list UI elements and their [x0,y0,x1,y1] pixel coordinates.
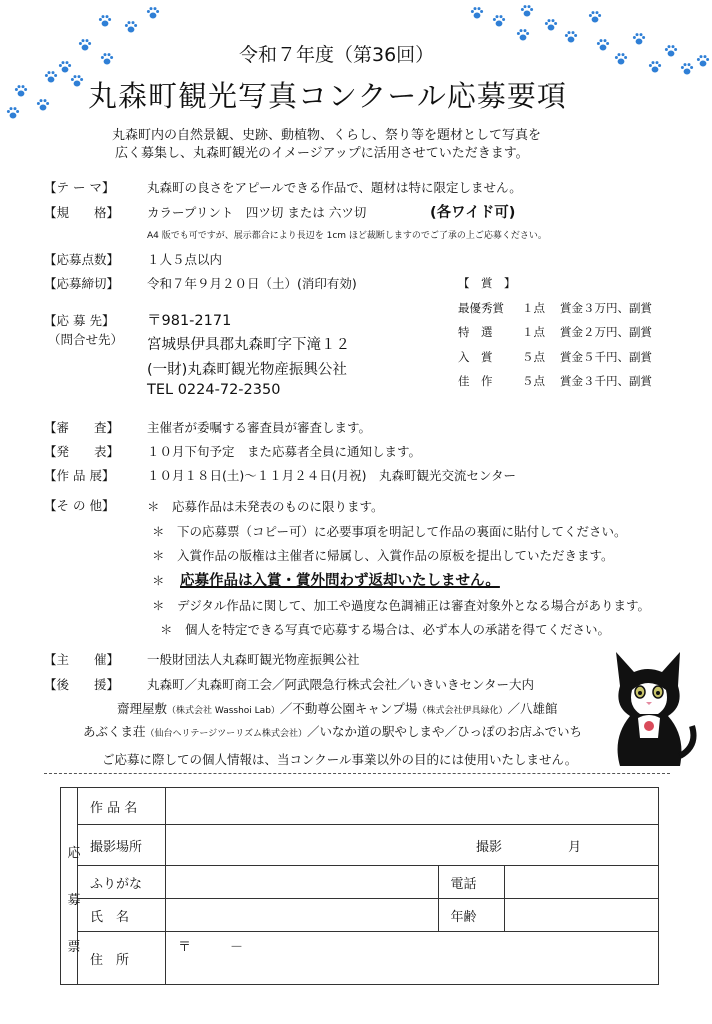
announce-label: 【発 表】 [44,444,120,459]
paw-print-icon [680,62,694,76]
prize-reward: 賞金３万円、副賞 [560,301,652,315]
form-address-field[interactable] [166,932,659,985]
form-phone-field[interactable] [504,866,658,899]
paw-print-icon [6,106,20,120]
paw-print-icon [78,38,92,52]
host-label: 【主 催】 [44,652,120,667]
exhibit-label: 【作 品 展】 [44,468,115,483]
privacy-note: ご応募に際しての個人情報は、当コンクール事業以外の目的には使用いたしません。 [102,752,578,767]
address-zip: 〒981-2171 [147,313,232,329]
paw-print-icon [520,4,534,18]
prize-count: １点 [522,325,545,339]
deadline-value: 令和７年９月２０日（土）(消印有効) [147,276,357,291]
prize-count: ５点 [522,350,545,364]
review-label: 【審 査】 [44,420,120,435]
paw-print-icon [544,18,558,32]
form-name-field[interactable] [166,899,439,932]
other-label: 【そ の 他】 [44,498,115,513]
address-tel: TEL 0224-72-2350 [147,382,281,398]
other-item-6: ＊ 個人を特定できる写真で応募する場合は、必ず本人の承諾を得てください。 [160,622,611,637]
prize-reward: 賞金２万円、副賞 [560,325,652,339]
exhibit-value: １０月１８日(土)～１１月２４日(月祝) 丸森町観光交流センター [147,468,517,483]
review-value: 主催者が委嘱する審査員が審査します。 [147,420,372,435]
form-date-label: 撮影 [476,839,503,855]
prize-reward: 賞金５千円、副賞 [560,350,652,364]
paw-print-icon [648,60,662,74]
count-label: 【応募点数】 [44,252,120,267]
prize-name: 特 選 [458,325,493,339]
paw-print-icon [516,28,530,42]
paw-print-icon [564,30,578,44]
prize-name: 佳 作 [458,374,493,388]
support-line-2: 齋理屋敷（株式会社 Wasshoi Lab）／不動尊公園キャンプ場（株式会社伊具緑化）／八雄館 [117,701,558,716]
form-age-field[interactable] [504,899,658,932]
other-item-3: ＊ 入賞作品の版権は主催者に帰属し、入賞作品の原板を提出していただきます。 [152,548,614,563]
other-item-2: ＊ 下の応募票（コピー可）に必要事項を明記して作品の裏面に貼付してください。 [152,524,627,539]
page-title: 丸森町観光写真コンクール応募要項 [88,79,567,113]
paw-print-icon [632,32,646,46]
form-phone-label: 電話 [438,866,504,899]
paw-print-icon [470,6,484,20]
paw-print-icon [36,98,50,112]
prize-title: 【 賞 】 [458,276,516,290]
address-street: 宮城県伊具郡丸森町字下滝１２ [147,337,350,353]
support-label: 【後 援】 [44,677,120,692]
address-label: 【応 募 先】 [44,313,115,328]
paw-print-icon [146,6,160,20]
form-month-label: 月 [568,839,582,855]
form-furigana-field[interactable] [166,866,439,899]
form-zip-mark: 〒 － [178,940,244,955]
paw-print-icon [100,52,114,66]
paw-print-icon [70,74,84,88]
other-star: ＊ [152,573,165,588]
host-value: 一般財団法人丸森町観光物産振興公社 [147,652,360,667]
paw-print-icon [492,14,506,28]
paw-print-icon [124,20,138,34]
form-address-label: 住 所 [78,932,166,985]
prize-name: 最優秀賞 [458,301,504,315]
form-title-field[interactable] [166,788,659,825]
prize-count: ５点 [522,374,545,388]
form-name-label: 氏 名 [78,899,166,932]
paw-print-icon [14,84,28,98]
paw-print-icon [664,44,678,58]
count-value: １人５点以内 [147,252,223,267]
entry-form [60,787,659,985]
theme-label: 【テ ー マ】 [44,180,115,195]
form-title-label: 作 品 名 [78,788,166,825]
intro-line-2: 広く募集し、丸森町観光のイメージアップに活用させていただきます。 [115,146,529,161]
form-furigana-label: ふりがな [78,866,166,899]
prize-name: 入 賞 [458,350,493,364]
form-side-label: 応 募 票 [67,846,81,955]
theme-value: 丸森町の良さをアピールできる作品で、題材は特に限定しません。 [147,180,522,195]
form-place-field[interactable] [166,825,659,866]
paw-print-icon [44,70,58,84]
paw-print-icon [614,52,628,66]
inquiry-label: （問合せ先） [48,332,124,347]
paw-print-icon [696,54,710,68]
form-age-label: 年齢 [438,899,504,932]
spec-a4-note: A4 版でも可ですが、展示都合により長辺を 1cm ほど裁断しますのでご了承の上ご応募ください。 [147,231,547,241]
announce-value: １０月下旬予定 また応募者全員に通知します。 [147,444,422,459]
paw-print-icon [98,14,112,28]
address-org: (一財)丸森町観光物産振興公社 [147,362,347,378]
intro-line-1: 丸森町内の自然景観、史跡、動植物、くらし、祭り等を題材として写真を [112,128,542,143]
other-item-5: ＊ デジタル作品に関して、加工や過度な色調補正は審査対象外となる場合があります。 [152,598,651,613]
prize-reward: 賞金３千円、副賞 [560,374,652,388]
spec-label: 【規 格】 [44,205,120,220]
support-line-1: 丸森町／丸森町商工会／阿武隈急行株式会社／いきいきセンター大内 [147,677,535,692]
subtitle: 令和７年度（第36回） [239,44,435,66]
paw-print-icon [596,38,610,52]
other-item-1: ＊ 応募作品は未発表のものに限ります。 [147,499,384,514]
no-return-notice: 応募作品は入賞・賞外問わず返却いたしません。 [180,573,500,589]
cat-illustration [600,646,698,770]
deadline-label: 【応募締切】 [44,276,120,291]
prize-count: １点 [522,301,545,315]
spec-wide-note: (各ワイド可) [430,205,516,221]
cut-line [44,773,670,774]
spec-value: カラープリント 四ツ切 または 六ツ切 [147,205,367,220]
form-place-label: 撮影場所 [78,825,166,866]
support-line-3: あぶくま荘（仙台ヘリテージツーリズム株式会社）／いなか道の駅やしまや／ひっぽのお店ふでいち [83,724,582,739]
paw-print-icon [588,10,602,24]
paw-print-icon [58,60,72,74]
